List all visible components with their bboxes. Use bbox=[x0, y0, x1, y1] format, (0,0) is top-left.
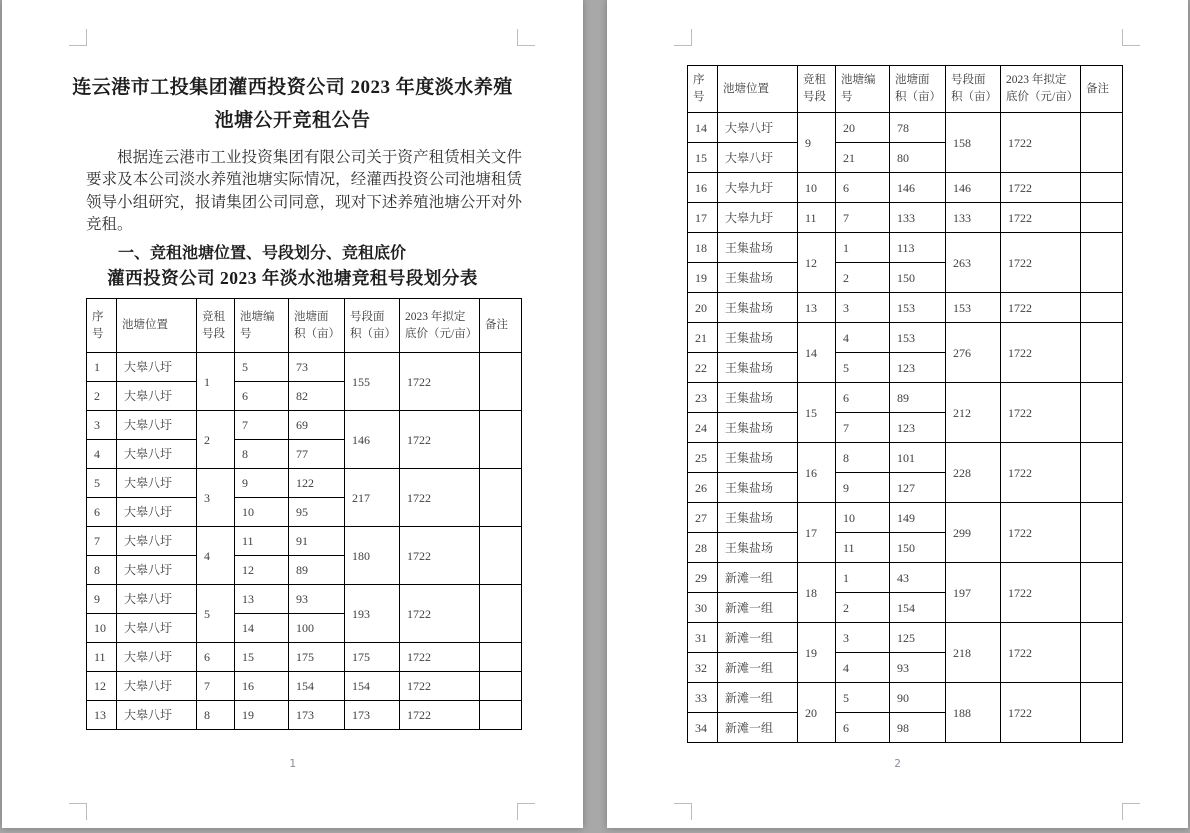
cell-pond-no: 2 bbox=[836, 593, 890, 623]
cell-location: 王集盐场 bbox=[718, 503, 798, 533]
cell-location: 大皋八圩 bbox=[117, 440, 197, 469]
cell-remark bbox=[1081, 323, 1123, 383]
cell-segment-area: 153 bbox=[946, 293, 1001, 323]
cell-segment-area: 263 bbox=[946, 233, 1001, 293]
cell-price: 1722 bbox=[1001, 113, 1081, 173]
cell-location: 王集盐场 bbox=[718, 293, 798, 323]
cell-segment-area: 133 bbox=[946, 203, 1001, 233]
cell-location: 大皋八圩 bbox=[117, 527, 197, 556]
cell-remark bbox=[1081, 173, 1123, 203]
cell-location: 大皋八圩 bbox=[117, 672, 197, 701]
cell-price: 1722 bbox=[1001, 563, 1081, 623]
cell-pond-no: 11 bbox=[836, 533, 890, 563]
cell-pond-no: 4 bbox=[836, 323, 890, 353]
cell-seq: 16 bbox=[688, 173, 718, 203]
cell-segment: 18 bbox=[798, 563, 836, 623]
text-boundary-mark bbox=[1122, 803, 1140, 820]
cell-pond-no: 3 bbox=[836, 293, 890, 323]
cell-pond-area: 123 bbox=[890, 413, 946, 443]
cell-remark bbox=[480, 701, 522, 730]
cell-pond-no: 10 bbox=[836, 503, 890, 533]
cell-location: 大皋八圩 bbox=[117, 469, 197, 498]
cell-pond-area: 101 bbox=[890, 443, 946, 473]
cell-seq: 22 bbox=[688, 353, 718, 383]
table-row bbox=[688, 503, 1123, 533]
cell-location: 大皋八圩 bbox=[117, 643, 197, 672]
cell-seq: 9 bbox=[87, 585, 117, 614]
table-row bbox=[688, 563, 1123, 593]
cell-pond-area: 150 bbox=[890, 533, 946, 563]
table-row bbox=[87, 353, 522, 382]
col-header-3: 竞租号段 bbox=[197, 299, 235, 353]
cell-seq: 14 bbox=[688, 113, 718, 143]
cell-seq: 20 bbox=[688, 293, 718, 323]
cell-pond-no: 6 bbox=[836, 713, 890, 743]
cell-pond-no: 9 bbox=[235, 469, 289, 498]
cell-pond-area: 90 bbox=[890, 683, 946, 713]
cell-location: 大皋九圩 bbox=[718, 173, 798, 203]
cell-seq: 23 bbox=[688, 383, 718, 413]
cell-location: 王集盐场 bbox=[718, 233, 798, 263]
cell-pond-no: 6 bbox=[836, 383, 890, 413]
cell-pond-area: 89 bbox=[890, 383, 946, 413]
cell-segment-area: 154 bbox=[345, 672, 400, 701]
cell-price: 1722 bbox=[1001, 233, 1081, 293]
cell-remark bbox=[1081, 683, 1123, 743]
text-boundary-mark bbox=[69, 803, 87, 820]
intro-paragraph: 根据连云港市工业投资集团有限公司关于资产租赁相关文件要求及本公司淡水养殖池塘实际情况，经灌西投资公司池塘租赁领导小组研究，报请集团公司同意，现对下述养殖池塘公开对外竞租。 bbox=[86, 149, 522, 233]
cell-remark bbox=[1081, 113, 1123, 173]
cell-segment-area: 212 bbox=[946, 383, 1001, 443]
cell-segment-area: 155 bbox=[345, 353, 400, 411]
cell-pond-area: 127 bbox=[890, 473, 946, 503]
document-title-line1: 连云港市工投集团灌西投资公司 2023 年度淡水养殖 bbox=[72, 77, 513, 98]
cell-location: 王集盐场 bbox=[718, 383, 798, 413]
cell-pond-area: 113 bbox=[890, 233, 946, 263]
col-header-5: 池塘面积（亩） bbox=[289, 299, 345, 353]
cell-seq: 33 bbox=[688, 683, 718, 713]
cell-seq: 7 bbox=[87, 527, 117, 556]
cell-remark bbox=[1081, 383, 1123, 443]
cell-segment: 3 bbox=[197, 469, 235, 527]
cell-location: 王集盐场 bbox=[718, 443, 798, 473]
document-title-line2: 池塘公开竞租公告 bbox=[214, 110, 371, 131]
cell-remark bbox=[480, 672, 522, 701]
cell-seq: 11 bbox=[87, 643, 117, 672]
cell-seq: 10 bbox=[87, 614, 117, 643]
cell-remark bbox=[1081, 563, 1123, 623]
cell-location: 大皋八圩 bbox=[117, 353, 197, 382]
cell-segment: 11 bbox=[798, 203, 836, 233]
table-row bbox=[87, 469, 522, 498]
page-2 bbox=[607, 0, 1188, 828]
cell-pond-no: 4 bbox=[836, 653, 890, 683]
cell-pond-area: 80 bbox=[890, 143, 946, 173]
cell-segment: 15 bbox=[798, 383, 836, 443]
cell-pond-area: 43 bbox=[890, 563, 946, 593]
cell-seq: 34 bbox=[688, 713, 718, 743]
col-header-4: 池塘编号 bbox=[235, 299, 289, 353]
cell-location: 大皋八圩 bbox=[117, 498, 197, 527]
cell-location: 新滩一组 bbox=[718, 623, 798, 653]
cell-pond-no: 6 bbox=[836, 173, 890, 203]
cell-segment-area: 188 bbox=[946, 683, 1001, 743]
cell-pond-area: 123 bbox=[890, 353, 946, 383]
text-boundary-mark bbox=[517, 29, 535, 46]
cell-remark bbox=[1081, 233, 1123, 293]
cell-location: 王集盐场 bbox=[718, 413, 798, 443]
pond-table-page2 bbox=[687, 65, 1123, 743]
cell-pond-area: 154 bbox=[890, 593, 946, 623]
cell-pond-area: 125 bbox=[890, 623, 946, 653]
cell-pond-no: 6 bbox=[235, 382, 289, 411]
cell-pond-no: 7 bbox=[836, 413, 890, 443]
cell-price: 1722 bbox=[1001, 683, 1081, 743]
cell-segment: 8 bbox=[197, 701, 235, 730]
cell-price: 1722 bbox=[1001, 383, 1081, 443]
cell-seq: 29 bbox=[688, 563, 718, 593]
cell-location: 大皋八圩 bbox=[117, 556, 197, 585]
cell-segment: 1 bbox=[197, 353, 235, 411]
cell-pond-area: 91 bbox=[289, 527, 345, 556]
col-header-2: 池塘位置 bbox=[117, 299, 197, 353]
header-row bbox=[87, 299, 522, 353]
col-header-2: 池塘位置 bbox=[718, 66, 798, 113]
cell-seq: 21 bbox=[688, 323, 718, 353]
cell-pond-no: 3 bbox=[836, 623, 890, 653]
cell-pond-area: 149 bbox=[890, 503, 946, 533]
cell-pond-area: 95 bbox=[289, 498, 345, 527]
cell-segment-area: 228 bbox=[946, 443, 1001, 503]
cell-pond-area: 78 bbox=[890, 113, 946, 143]
cell-seq: 3 bbox=[87, 411, 117, 440]
cell-pond-area: 98 bbox=[890, 713, 946, 743]
cell-location: 大皋八圩 bbox=[117, 614, 197, 643]
cell-location: 大皋九圩 bbox=[718, 203, 798, 233]
cell-seq: 18 bbox=[688, 233, 718, 263]
col-header-7: 2023 年拟定底价（元/亩） bbox=[1001, 66, 1081, 113]
cell-segment: 6 bbox=[197, 643, 235, 672]
table-row bbox=[688, 383, 1123, 413]
col-header-3: 竞租号段 bbox=[798, 66, 836, 113]
table-row bbox=[87, 643, 522, 672]
cell-segment-area: 299 bbox=[946, 503, 1001, 563]
cell-segment-area: 276 bbox=[946, 323, 1001, 383]
cell-segment: 20 bbox=[798, 683, 836, 743]
cell-segment-area: 180 bbox=[345, 527, 400, 585]
cell-segment: 2 bbox=[197, 411, 235, 469]
cell-seq: 13 bbox=[87, 701, 117, 730]
cell-pond-no: 7 bbox=[235, 411, 289, 440]
cell-pond-area: 173 bbox=[289, 701, 345, 730]
cell-location: 王集盐场 bbox=[718, 473, 798, 503]
cell-pond-no: 12 bbox=[235, 556, 289, 585]
text-boundary-mark bbox=[1122, 29, 1140, 46]
cell-pond-no: 13 bbox=[235, 585, 289, 614]
cell-location: 大皋八圩 bbox=[117, 701, 197, 730]
text-boundary-mark bbox=[517, 803, 535, 820]
col-header-1: 序号 bbox=[87, 299, 117, 353]
cell-price: 1722 bbox=[1001, 173, 1081, 203]
cell-remark bbox=[1081, 623, 1123, 683]
cell-pond-no: 10 bbox=[235, 498, 289, 527]
cell-pond-area: 153 bbox=[890, 323, 946, 353]
cell-location: 王集盐场 bbox=[718, 263, 798, 293]
cell-seq: 6 bbox=[87, 498, 117, 527]
cell-pond-area: 175 bbox=[289, 643, 345, 672]
cell-segment-area: 173 bbox=[345, 701, 400, 730]
text-boundary-mark bbox=[69, 29, 87, 46]
cell-pond-no: 1 bbox=[836, 563, 890, 593]
cell-seq: 30 bbox=[688, 593, 718, 623]
cell-segment: 10 bbox=[798, 173, 836, 203]
cell-pond-no: 1 bbox=[836, 233, 890, 263]
cell-price: 1722 bbox=[400, 585, 480, 643]
cell-location: 新滩一组 bbox=[718, 713, 798, 743]
table-caption: 灌西投资公司 2023 年淡水池塘竞租号段划分表 bbox=[107, 268, 478, 288]
table-row bbox=[87, 527, 522, 556]
cell-remark bbox=[1081, 203, 1123, 233]
cell-price: 1722 bbox=[400, 469, 480, 527]
cell-pond-area: 73 bbox=[289, 353, 345, 382]
cell-price: 1722 bbox=[1001, 623, 1081, 683]
cell-price: 1722 bbox=[1001, 203, 1081, 233]
col-header-6: 号段面积（亩） bbox=[946, 66, 1001, 113]
cell-pond-no: 20 bbox=[836, 113, 890, 143]
cell-pond-no: 15 bbox=[235, 643, 289, 672]
table-row bbox=[688, 623, 1123, 653]
table-row bbox=[87, 411, 522, 440]
cell-seq: 26 bbox=[688, 473, 718, 503]
cell-pond-no: 5 bbox=[235, 353, 289, 382]
cell-seq: 32 bbox=[688, 653, 718, 683]
cell-location: 新滩一组 bbox=[718, 683, 798, 713]
cell-location: 大皋八圩 bbox=[117, 382, 197, 411]
cell-pond-area: 77 bbox=[289, 440, 345, 469]
cell-price: 1722 bbox=[1001, 443, 1081, 503]
cell-location: 新滩一组 bbox=[718, 563, 798, 593]
pond-table-page1 bbox=[86, 298, 522, 730]
text-boundary-mark bbox=[674, 29, 692, 46]
cell-pond-no: 5 bbox=[836, 353, 890, 383]
cell-segment-area: 158 bbox=[946, 113, 1001, 173]
cell-segment: 19 bbox=[798, 623, 836, 683]
cell-price: 1722 bbox=[1001, 323, 1081, 383]
cell-seq: 24 bbox=[688, 413, 718, 443]
cell-seq: 25 bbox=[688, 443, 718, 473]
cell-segment-area: 146 bbox=[946, 173, 1001, 203]
cell-segment: 4 bbox=[197, 527, 235, 585]
cell-price: 1722 bbox=[400, 643, 480, 672]
col-header-5: 池塘面积（亩） bbox=[890, 66, 946, 113]
cell-pond-no: 11 bbox=[235, 527, 289, 556]
page-1 bbox=[2, 0, 583, 828]
cell-seq: 27 bbox=[688, 503, 718, 533]
cell-seq: 5 bbox=[87, 469, 117, 498]
cell-pond-area: 154 bbox=[289, 672, 345, 701]
cell-remark bbox=[480, 353, 522, 411]
cell-location: 王集盐场 bbox=[718, 353, 798, 383]
cell-remark bbox=[480, 527, 522, 585]
table-row bbox=[688, 173, 1123, 203]
cell-pond-no: 2 bbox=[836, 263, 890, 293]
cell-segment: 14 bbox=[798, 323, 836, 383]
col-header-7: 2023 年拟定底价（元/亩） bbox=[400, 299, 480, 353]
document-title bbox=[2, 71, 583, 137]
cell-seq: 2 bbox=[87, 382, 117, 411]
cell-pond-area: 146 bbox=[890, 173, 946, 203]
cell-segment: 16 bbox=[798, 443, 836, 503]
cell-segment: 7 bbox=[197, 672, 235, 701]
page-number-2: 2 bbox=[894, 757, 901, 770]
cell-location: 大皋八圩 bbox=[718, 143, 798, 173]
cell-location: 新滩一组 bbox=[718, 593, 798, 623]
cell-seq: 15 bbox=[688, 143, 718, 173]
cell-segment: 12 bbox=[798, 233, 836, 293]
page-number-1: 1 bbox=[289, 757, 296, 770]
cell-pond-area: 122 bbox=[289, 469, 345, 498]
cell-pond-no: 14 bbox=[235, 614, 289, 643]
table-row bbox=[688, 113, 1123, 143]
col-header-8: 备注 bbox=[1081, 66, 1123, 113]
cell-pond-no: 7 bbox=[836, 203, 890, 233]
cell-location: 大皋八圩 bbox=[117, 411, 197, 440]
table-row bbox=[87, 701, 522, 730]
cell-seq: 19 bbox=[688, 263, 718, 293]
cell-pond-area: 69 bbox=[289, 411, 345, 440]
cell-pond-no: 19 bbox=[235, 701, 289, 730]
cell-pond-area: 153 bbox=[890, 293, 946, 323]
cell-price: 1722 bbox=[1001, 293, 1081, 323]
cell-remark bbox=[480, 469, 522, 527]
cell-remark bbox=[480, 411, 522, 469]
cell-location: 大皋八圩 bbox=[117, 585, 197, 614]
table-row bbox=[688, 233, 1123, 263]
col-header-6: 号段面积（亩） bbox=[345, 299, 400, 353]
cell-price: 1722 bbox=[400, 411, 480, 469]
cell-location: 大皋八圩 bbox=[718, 113, 798, 143]
cell-remark bbox=[480, 643, 522, 672]
col-header-1: 序号 bbox=[688, 66, 718, 113]
cell-pond-no: 9 bbox=[836, 473, 890, 503]
cell-price: 1722 bbox=[400, 527, 480, 585]
cell-seq: 12 bbox=[87, 672, 117, 701]
header-row bbox=[688, 66, 1123, 113]
cell-price: 1722 bbox=[1001, 503, 1081, 563]
cell-remark bbox=[1081, 503, 1123, 563]
cell-pond-area: 93 bbox=[289, 585, 345, 614]
cell-seq: 4 bbox=[87, 440, 117, 469]
section-heading: 一、竞租池塘位置、号段划分、竞租底价 bbox=[118, 245, 407, 262]
cell-pond-area: 93 bbox=[890, 653, 946, 683]
table-row bbox=[688, 293, 1123, 323]
cell-price: 1722 bbox=[400, 353, 480, 411]
cell-pond-no: 21 bbox=[836, 143, 890, 173]
cell-remark bbox=[1081, 443, 1123, 503]
cell-seq: 8 bbox=[87, 556, 117, 585]
cell-pond-no: 16 bbox=[235, 672, 289, 701]
cell-segment-area: 217 bbox=[345, 469, 400, 527]
cell-pond-area: 100 bbox=[289, 614, 345, 643]
cell-segment-area: 175 bbox=[345, 643, 400, 672]
table-row bbox=[688, 443, 1123, 473]
cell-seq: 31 bbox=[688, 623, 718, 653]
cell-segment: 13 bbox=[798, 293, 836, 323]
cell-seq: 28 bbox=[688, 533, 718, 563]
cell-remark bbox=[480, 585, 522, 643]
table-row bbox=[688, 203, 1123, 233]
cell-seq: 1 bbox=[87, 353, 117, 382]
cell-pond-area: 133 bbox=[890, 203, 946, 233]
col-header-4: 池塘编号 bbox=[836, 66, 890, 113]
table-row bbox=[688, 323, 1123, 353]
cell-remark bbox=[1081, 293, 1123, 323]
cell-location: 王集盐场 bbox=[718, 533, 798, 563]
table-row bbox=[87, 585, 522, 614]
cell-segment: 17 bbox=[798, 503, 836, 563]
cell-segment-area: 218 bbox=[946, 623, 1001, 683]
cell-price: 1722 bbox=[400, 701, 480, 730]
table-row bbox=[688, 683, 1123, 713]
cell-segment-area: 146 bbox=[345, 411, 400, 469]
cell-segment: 5 bbox=[197, 585, 235, 643]
cell-price: 1722 bbox=[400, 672, 480, 701]
cell-pond-no: 8 bbox=[235, 440, 289, 469]
cell-seq: 17 bbox=[688, 203, 718, 233]
cell-segment: 9 bbox=[798, 113, 836, 173]
col-header-8: 备注 bbox=[480, 299, 522, 353]
cell-pond-area: 150 bbox=[890, 263, 946, 293]
cell-pond-area: 82 bbox=[289, 382, 345, 411]
text-boundary-mark bbox=[674, 803, 692, 820]
cell-pond-no: 8 bbox=[836, 443, 890, 473]
cell-pond-area: 89 bbox=[289, 556, 345, 585]
cell-segment-area: 197 bbox=[946, 563, 1001, 623]
cell-location: 王集盐场 bbox=[718, 323, 798, 353]
cell-pond-no: 5 bbox=[836, 683, 890, 713]
cell-location: 新滩一组 bbox=[718, 653, 798, 683]
table-row bbox=[87, 672, 522, 701]
cell-segment-area: 193 bbox=[345, 585, 400, 643]
